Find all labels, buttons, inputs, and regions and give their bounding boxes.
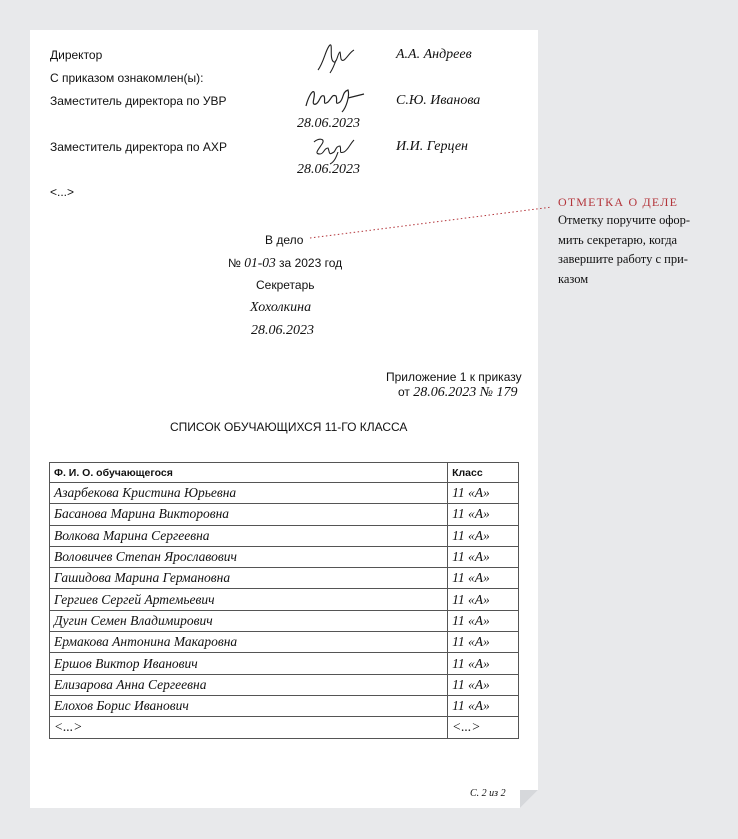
filing-line1: В дело	[265, 233, 304, 247]
table-row	[50, 653, 519, 674]
list-title: СПИСОК ОБУЧАЮЩИХСЯ 11-ГО КЛАССА	[170, 420, 408, 434]
students-table	[49, 462, 519, 739]
student-class: 11 «А»	[448, 504, 519, 525]
student-name: Басанова Марина Викторовна	[50, 504, 448, 525]
student-name: Елизарова Анна Сергеевна	[50, 674, 448, 695]
margin-note-body	[558, 211, 723, 289]
appendix-line2	[398, 383, 517, 401]
director-label: Директор	[50, 48, 103, 62]
student-class: 11 «А»	[448, 653, 519, 674]
page-number: С. 2 из 2	[470, 788, 506, 799]
uvr-label: Заместитель директора по УВР	[50, 94, 227, 108]
table-row	[50, 483, 519, 504]
table-row	[50, 568, 519, 589]
student-name: Гашидова Марина Германовна	[50, 568, 448, 589]
student-class: 11 «А»	[448, 674, 519, 695]
header-fio: Ф. И. О. обучающегося	[50, 463, 448, 483]
filing-no-prefix: №	[228, 256, 245, 270]
filing-case-number: 01-03	[244, 255, 276, 270]
ahr-label: Заместитель директора по АХР	[50, 140, 227, 154]
appendix-from: от	[398, 385, 414, 399]
table-row	[50, 589, 519, 610]
uvr-date: 28.06.2023	[297, 116, 360, 131]
director-name: А.А. Андреев	[396, 47, 472, 62]
margin-note-title: ОТМЕТКА О ДЕЛЕ	[558, 195, 679, 209]
ahr-name: И.И. Герцен	[396, 139, 468, 154]
margin-note-line: мить секретарю, когда	[558, 232, 678, 247]
student-class: 11 «А»	[448, 589, 519, 610]
student-name: Волкова Марина Сергеевна	[50, 525, 448, 546]
margin-note-line: завершите работу с при-	[558, 252, 688, 266]
student-name: Азарбекова Кристина Юрьевна	[50, 483, 448, 504]
student-class: 11 «А»	[448, 632, 519, 653]
table-header-row	[50, 463, 519, 483]
filing-name: Хохолкина	[250, 300, 312, 315]
table-row	[50, 504, 519, 525]
student-class: 11 «А»	[448, 568, 519, 589]
student-class: 11 «А»	[448, 525, 519, 546]
table-row	[50, 674, 519, 695]
table-row	[50, 546, 519, 567]
ahr-date: 28.06.2023	[297, 162, 360, 177]
student-name: Ермакова Антонина Макаровна	[50, 632, 448, 653]
omission-mark: <...>	[50, 185, 75, 199]
acquainted-label: С приказом ознакомлен(ы):	[50, 71, 204, 85]
student-class: <...>	[448, 717, 519, 738]
margin-note-line: казом	[558, 271, 589, 286]
filing-role: Секретарь	[256, 278, 315, 292]
table-row	[50, 632, 519, 653]
table-row	[50, 525, 519, 546]
student-name: Дугин Семен Владимирович	[50, 610, 448, 631]
student-class: 11 «А»	[448, 610, 519, 631]
header-class: Класс	[448, 463, 519, 483]
student-name: Воловичев Степан Ярославович	[50, 546, 448, 567]
student-name: <...>	[50, 717, 448, 738]
student-name: Гергиев Сергей Артемьевич	[50, 589, 448, 610]
appendix-line1: Приложение 1 к приказу	[386, 370, 522, 384]
student-name: Елохов Борис Иванович	[50, 695, 448, 716]
table-row	[50, 610, 519, 631]
filing-year: за 2023 год	[275, 256, 343, 270]
student-class: 11 «А»	[448, 546, 519, 567]
student-class: 11 «А»	[448, 483, 519, 504]
filing-date: 28.06.2023	[251, 323, 314, 338]
table-row	[50, 695, 519, 716]
table-row	[50, 717, 519, 738]
margin-note-line: Отметку поручите офор-	[558, 213, 691, 227]
appendix-date-number: 28.06.2023 № 179	[413, 385, 518, 400]
student-class: 11 «А»	[448, 695, 519, 716]
uvr-name: С.Ю. Иванова	[396, 93, 481, 108]
student-name: Ершов Виктор Иванович	[50, 653, 448, 674]
